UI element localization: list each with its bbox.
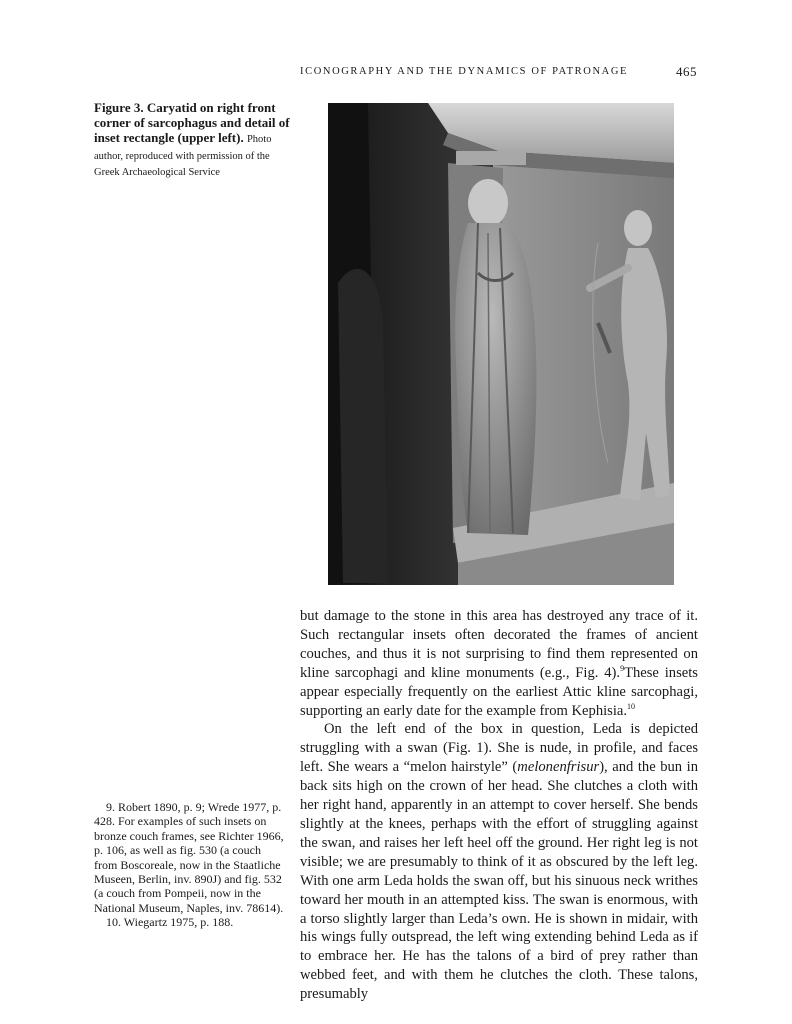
body-text — [300, 607, 698, 1004]
figure-caption — [94, 100, 294, 180]
note-ref-10: 10 — [627, 701, 636, 711]
paragraph-2-italic: melonenfrisur — [517, 759, 600, 776]
footnotes — [94, 800, 284, 930]
figure-photo — [328, 103, 674, 585]
paragraph-2-part-a: On the left end of the box in question, Leda is depicted struggling with a swan (Fig. 1). She is nude, in profile, and faces left. She wears a “melon hairstyle” ( — [300, 721, 698, 776]
footnote-10: 10. Wiegartz 1975, p. 188. — [106, 915, 234, 930]
paragraph-1-part-b: These insets appear especially frequently on the earliest Attic kline sarcophagi, supporting an early date for the example from Kephisia. — [300, 664, 698, 719]
figure-title: Caryatid on right front corner of sarcophagus and detail of inset rectangle (upper left). — [94, 100, 290, 145]
paragraph-1 — [300, 607, 698, 720]
paragraph-2-part-b: ), and the bun in back sits high on the crown of her head. She clutches a cloth with her right hand, apparently in an attempt to cover herself. She bends slightly at the knees, perhaps with the effort of struggling against the swan, and raises her left heel off the ground. Her right leg is not visible; we are presumably to think of it as obscured by the left leg. With one arm Leda holds the swan off, but his sinuous neck writhes toward her mouth in an attempted kiss. The swan is enormous, with a torso slightly larger than Leda’s own. He is shown in midair, with his wings fully outspread, the left wing extending behind Leda as if to embrace her. He has the talons of a bird of prey rather than webbed feet, and with them he clutches the cloth. These talons, presumably — [300, 759, 699, 1003]
footnote-9: 9. Robert 1890, p. 9; Wrede 1977, p. 428. For examples of such insets on bronze couch frames, see Richter 1966, p. 106, as well as fig. 530 (a couch from Boscoreale, now in the Staatliche Museen, Berlin, inv. 890J) and fig. 532 (a couch from Pompeii, now in the National Museum, Naples, inv. 78614). — [94, 800, 284, 915]
figure-label: Figure 3. — [94, 100, 144, 115]
figure-credit: Photo author, reproduced with permission of the Greek Archaeological Service — [94, 134, 272, 178]
note-ref-9: 9 — [620, 663, 625, 673]
running-head: ICONOGRAPHY AND THE DYNAMICS OF PATRONAGE — [300, 66, 629, 77]
paragraph-1-part-a: but damage to the stone in this area has destroyed any trace of it. Such rectangular insets often decorated the frames of ancient couches, and thus it is not surprising to find them represented on kline sarcophagi and kline monuments (e.g., Fig. 4). — [300, 608, 698, 681]
paragraph-2 — [300, 720, 698, 1004]
page-number: 465 — [676, 64, 697, 79]
